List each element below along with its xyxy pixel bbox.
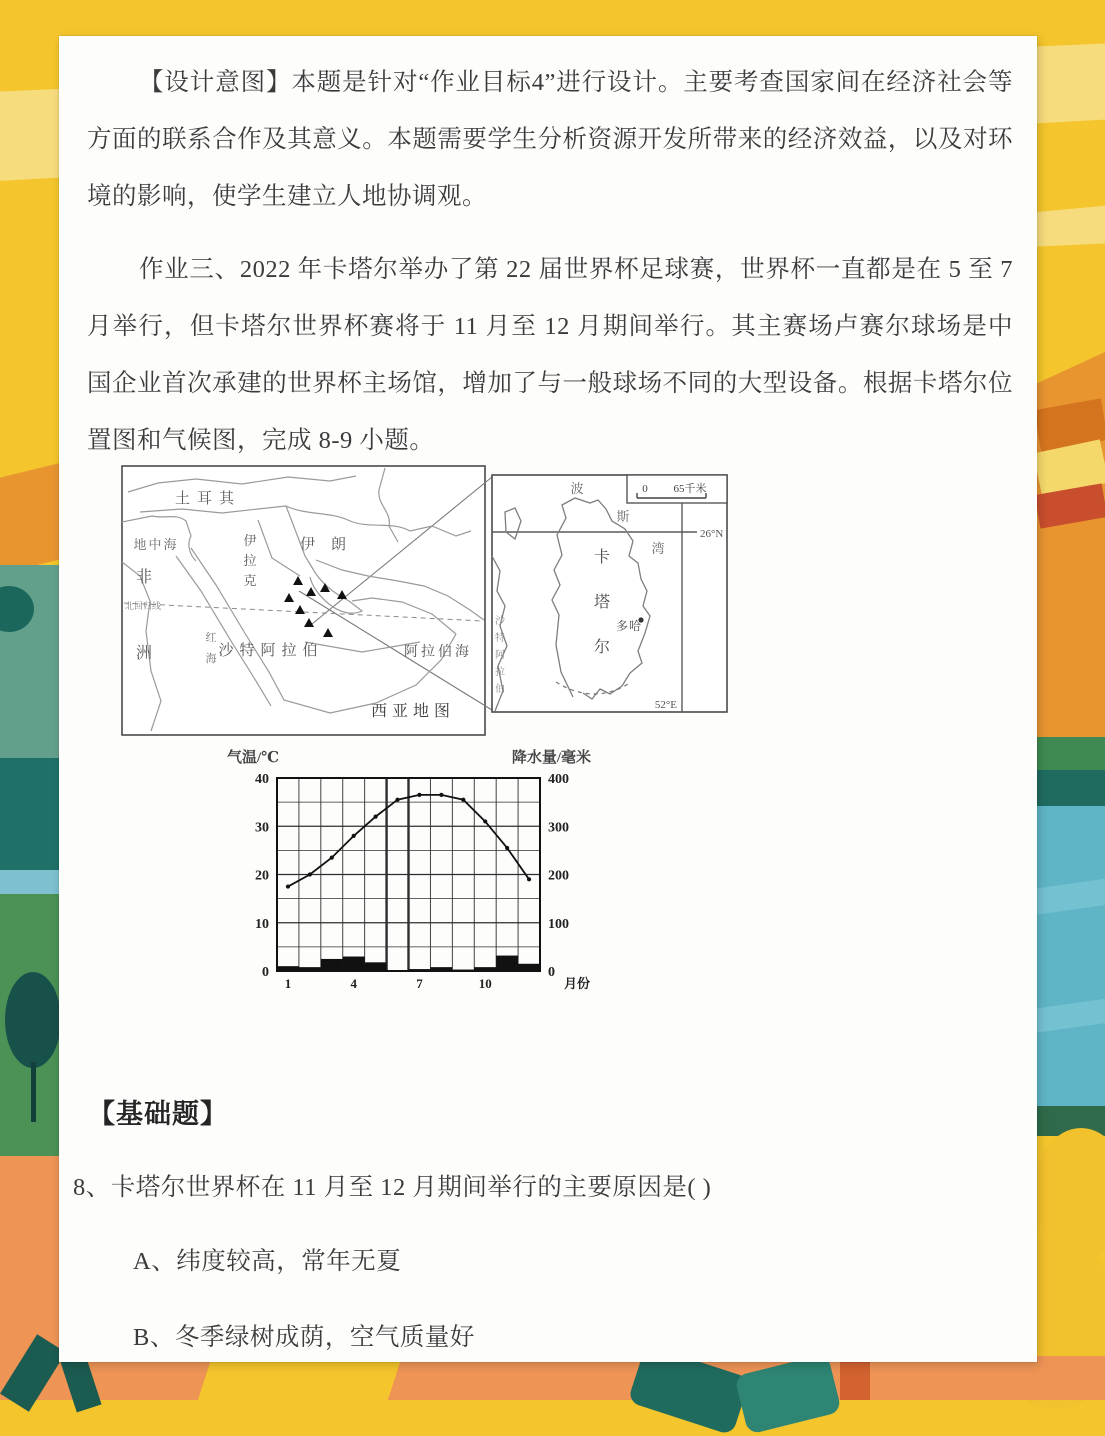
x-axis-tick: 4 bbox=[350, 976, 357, 991]
label-turkey: 土耳其 bbox=[174, 491, 242, 507]
temperature-point bbox=[374, 815, 378, 819]
bg-bottom-orange-bar bbox=[840, 1358, 870, 1400]
temperature-point bbox=[461, 798, 465, 802]
label-lon: 52°E bbox=[654, 699, 677, 711]
bg-right-teal-band bbox=[1037, 770, 1105, 810]
bg-left-orange-shape bbox=[0, 462, 64, 574]
label-saudi_side: 伯 bbox=[495, 684, 505, 695]
section-heading: 【基础题】 bbox=[88, 1099, 228, 1129]
temperature-point bbox=[395, 798, 399, 802]
bg-right-green-band bbox=[1037, 737, 1105, 774]
label-doha: 多哈 bbox=[615, 619, 643, 633]
label-lat: 26°N bbox=[700, 528, 724, 540]
right-axis-tick: 200 bbox=[548, 868, 569, 884]
x-axis-tick: 10 bbox=[478, 976, 492, 991]
worksheet-page bbox=[59, 36, 1037, 1362]
left-axis-tick: 0 bbox=[262, 965, 269, 980]
x-axis-label: 月份 bbox=[564, 976, 591, 991]
label-red_sea: 红 bbox=[205, 632, 217, 644]
temperature-point bbox=[330, 856, 334, 860]
question-8-stem: 8、卡塔尔世界杯在 11 月至 12 月期间举行的主要原因是( ) bbox=[73, 1174, 712, 1201]
right-axis-title: 降水量/毫米 bbox=[511, 750, 591, 766]
temperature-point bbox=[417, 793, 421, 797]
label-mediterranean: 地中海 bbox=[133, 537, 179, 552]
label-arabian_sea: 阿拉伯海 bbox=[404, 645, 472, 660]
precipitation-bar bbox=[496, 956, 518, 971]
label-africa: 洲 bbox=[135, 645, 153, 662]
temperature-point bbox=[527, 877, 531, 881]
design-intent-paragraph: 【设计意图】本题是针对“作业目标4”进行设计。主要考查国家间在经济社会等方面的联系合作及其意义。本题需要学生分析资源开发所带来的经济效益，以及对环境的影响，使学生建立人地协调观。 bbox=[87, 69, 1013, 210]
climate-chart-svg bbox=[225, 746, 605, 1004]
temperature-point bbox=[505, 846, 509, 850]
right-axis-tick: 0 bbox=[548, 965, 555, 980]
bg-left-teal-band bbox=[0, 758, 62, 874]
bg-left-tree-stem bbox=[31, 1062, 36, 1122]
temperature-point bbox=[286, 884, 290, 888]
maps-svg bbox=[120, 460, 745, 740]
label-qatar: 塔 bbox=[593, 594, 611, 611]
question-8-option-b: B、冬季绿树成荫，空气质量好 bbox=[133, 1324, 475, 1351]
qatar-location-map-figure bbox=[120, 460, 745, 740]
precipitation-bar bbox=[518, 964, 540, 971]
left-axis-tick: 30 bbox=[255, 820, 269, 836]
label-qatar: 卡 bbox=[593, 549, 611, 566]
doha-climate-chart bbox=[225, 746, 605, 1004]
bg-bottom-orange-band bbox=[0, 1356, 1105, 1400]
bg-bottom-yellow-shape bbox=[198, 1356, 402, 1400]
label-title: 西亚地图 bbox=[370, 703, 456, 720]
temperature-point bbox=[483, 819, 487, 823]
label-saudi_side: 拉 bbox=[495, 667, 505, 678]
left-axis-tick: 40 bbox=[255, 772, 269, 787]
label-iraq: 伊 bbox=[243, 533, 257, 548]
bg-left-blue-stripe bbox=[0, 870, 62, 896]
label-persian_gulf: 斯 bbox=[616, 509, 630, 524]
label-saudi_side: 特 bbox=[495, 633, 505, 644]
temperature-point bbox=[308, 872, 312, 876]
precipitation-bar bbox=[343, 957, 365, 971]
bg-left-tree-circle bbox=[5, 972, 61, 1068]
precipitation-bar bbox=[321, 959, 343, 971]
x-axis-tick: 7 bbox=[416, 976, 423, 991]
left-axis-tick: 20 bbox=[255, 868, 269, 884]
right-axis-tick: 400 bbox=[548, 772, 569, 787]
label-iran: 伊朗 bbox=[299, 537, 363, 553]
left-axis-tick: 10 bbox=[255, 916, 269, 932]
label-africa: 非 bbox=[135, 569, 153, 586]
bg-right-blue-band bbox=[1037, 806, 1105, 1112]
right-axis-tick: 300 bbox=[548, 820, 569, 836]
label-scale_zero: 0 bbox=[642, 483, 648, 495]
label-tropic: 北回归线 bbox=[125, 601, 162, 611]
temperature-point bbox=[439, 793, 443, 797]
label-persian_gulf: 湾 bbox=[651, 541, 665, 556]
label-red_sea: 海 bbox=[205, 653, 217, 665]
left-axis-title: 气温/℃ bbox=[227, 750, 280, 766]
x-axis-tick: 1 bbox=[284, 976, 292, 991]
precipitation-bar bbox=[365, 962, 387, 971]
label-iraq: 克 bbox=[243, 573, 257, 588]
label-saudi_side: 阿 bbox=[495, 650, 505, 661]
label-qatar: 尔 bbox=[593, 639, 611, 656]
temperature-point bbox=[352, 834, 356, 838]
label-saudi_side: 沙 bbox=[495, 616, 505, 627]
label-saudi: 沙特阿拉伯 bbox=[218, 643, 324, 659]
label-iraq: 拉 bbox=[243, 553, 257, 568]
task-intro-paragraph: 作业三、2022 年卡塔尔举办了第 22 届世界杯足球赛，世界杯一直都是在 5 至 7 月举行，但卡塔尔世界杯赛将于 11 月至 12 月期间举行。其主赛场卢赛尔球场是中国企业首次承建的世界杯主场馆，增加了与一般球场不同的大型设备。根据卡塔尔位置图和气候图，完成 8-9 小题。 bbox=[87, 256, 1013, 454]
right-axis-tick: 100 bbox=[548, 916, 569, 932]
question-8-option-a: A、纬度较高，常年无夏 bbox=[133, 1248, 402, 1275]
label-scale_len: 65千米 bbox=[673, 483, 707, 495]
label-persian_gulf: 波 bbox=[570, 481, 584, 496]
